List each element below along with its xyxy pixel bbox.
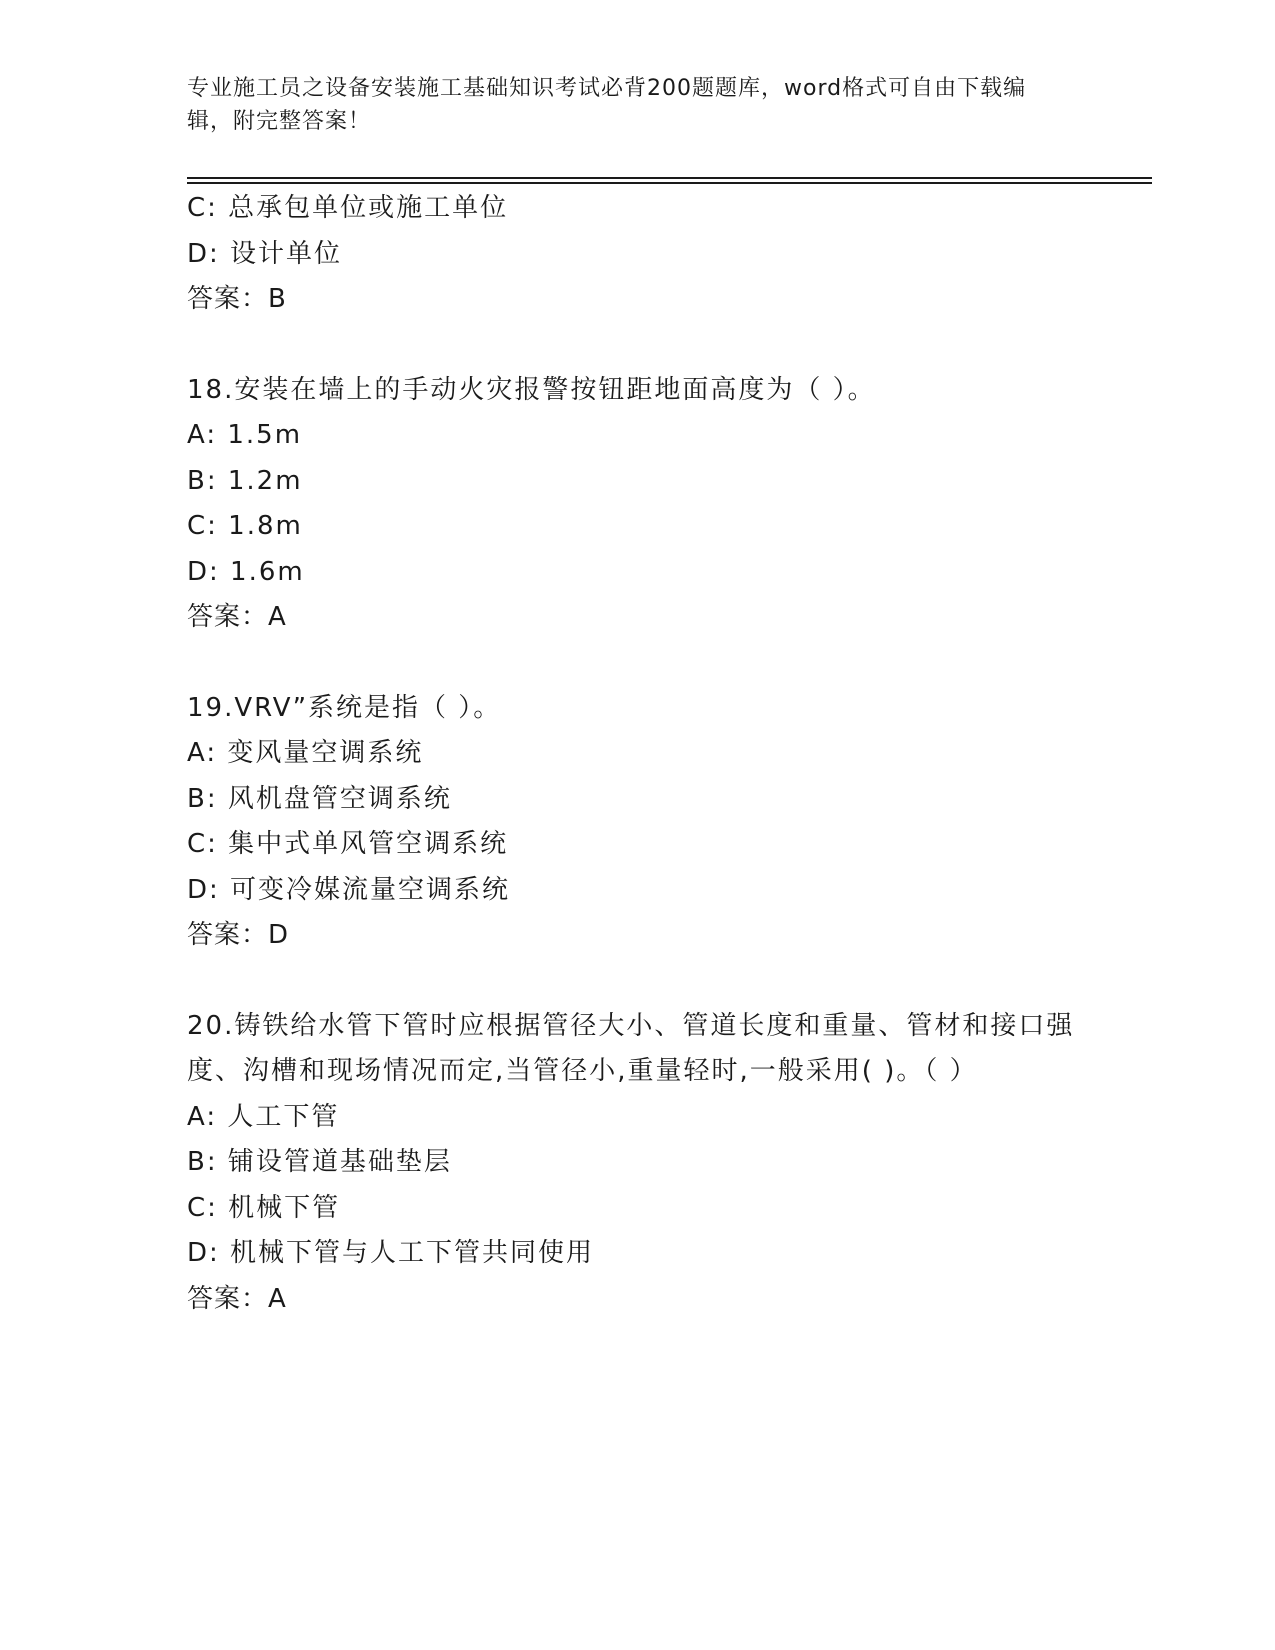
question-20 xyxy=(187,1004,1087,1323)
option-a: A: 变风量空调系统 xyxy=(187,738,424,768)
option-b: B: 风机盘管空调系统 xyxy=(187,783,452,814)
answer-line: 答案：D xyxy=(187,920,290,950)
option-c: C: 1.8m xyxy=(187,511,303,541)
header-divider-bottom xyxy=(187,182,1152,184)
option-c: C: 总承包单位或施工单位 xyxy=(187,193,509,223)
header-divider-top xyxy=(187,177,1152,179)
answer-line: 答案：B xyxy=(187,284,287,314)
option-d: D: 机械下管与人工下管共同使用 xyxy=(187,1238,595,1268)
option-c: C: 集中式单风管空调系统 xyxy=(187,829,509,859)
question-list xyxy=(187,186,1087,1322)
answer-line: 答案：A xyxy=(187,1283,287,1314)
question-text: 18.安装在墙上的手动火灾报警按钮距地面高度为（ ）。 xyxy=(187,374,876,405)
question-text: 20.铸铁给水管下管时应根据管径大小、管道长度和重量、管材和接口强度、沟槽和现场情况而定,当管径小,重量轻时,一般采用( )。（ ） xyxy=(187,1010,1075,1086)
question-18 xyxy=(187,368,1087,641)
question-17-continuation xyxy=(187,186,1087,323)
option-a: A: 人工下管 xyxy=(187,1101,340,1132)
document-header: 专业施工员之设备安装施工基础知识考试必背200题题库，word格式可自由下载编辑，附完整答案！ xyxy=(187,76,1027,134)
option-c: C: 机械下管 xyxy=(187,1192,341,1223)
option-d: D: 1.6m xyxy=(187,556,305,587)
option-d: D: 可变冷媒流量空调系统 xyxy=(187,874,511,905)
option-d: D: 设计单位 xyxy=(187,238,343,269)
option-b: B: 1.2m xyxy=(187,465,303,496)
answer-line: 答案：A xyxy=(187,602,287,632)
question-text: 19.VRV”系统是指（ ）。 xyxy=(187,692,502,723)
question-19 xyxy=(187,686,1087,959)
option-b: B: 铺设管道基础垫层 xyxy=(187,1147,452,1177)
option-a: A: 1.5m xyxy=(187,420,303,450)
